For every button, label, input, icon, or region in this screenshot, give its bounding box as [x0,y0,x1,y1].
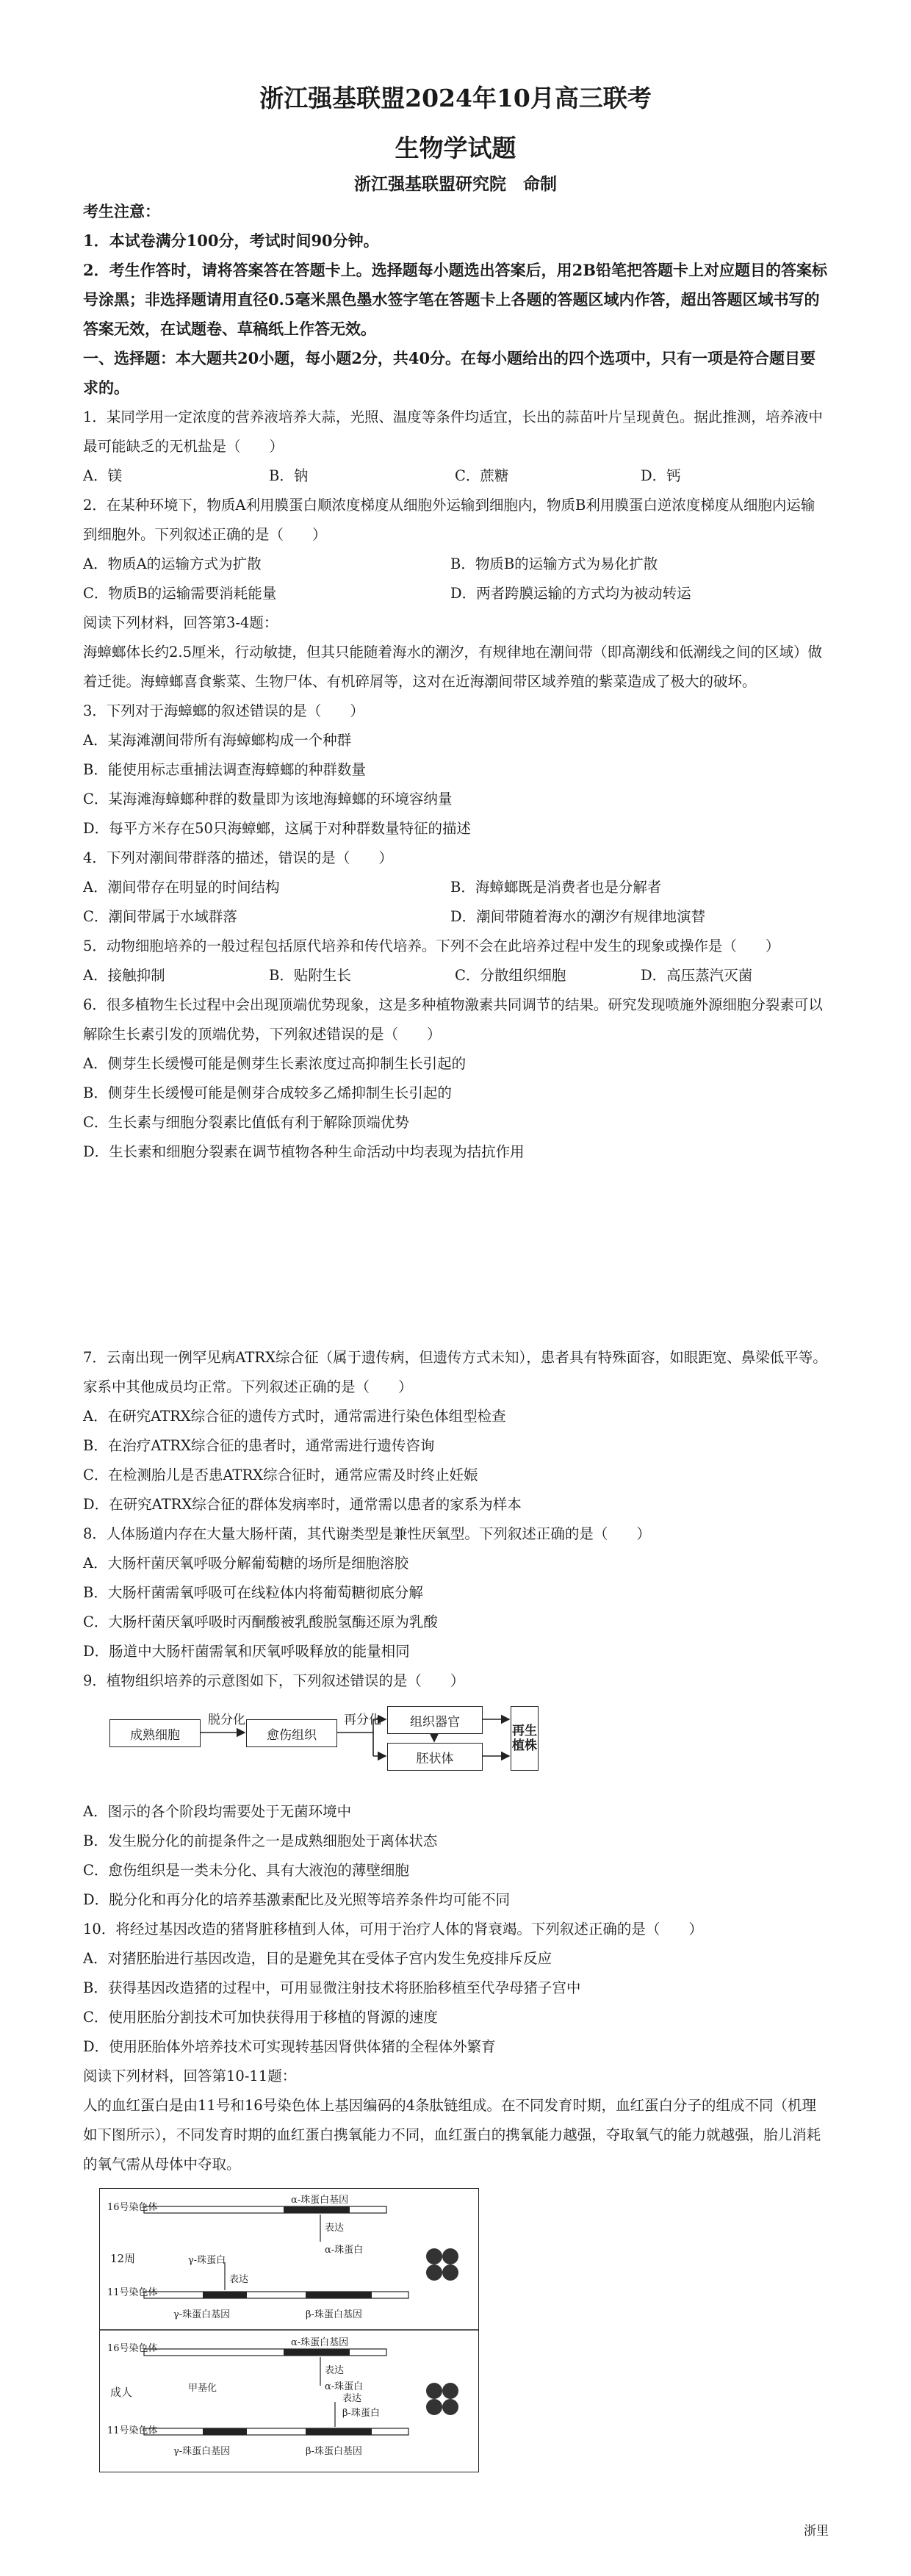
option: C．蔗糖 [455,467,509,484]
option: A．某海滩潮间带所有海蟑螂构成一个种群 [83,732,352,749]
options-row [83,579,829,608]
reading-text: 海蟑螂体长约2.5厘米，行动敏捷，但其只能随着海水的潮汐，有规律地在潮间带（即高潮线和低潮线之间的区域）做着迁徙。海蟑螂喜食紫菜、生物尸体、有机碎屑等，这对在近海潮间带区域养殖的紫菜造成了极大的破坏。 [83,644,823,690]
options-row [83,873,829,902]
option: B．贴附生长 [269,967,351,984]
option: C．潮间带属于水域群落 [83,908,237,925]
fig-express: 表达 [342,2393,362,2404]
fig-alpha-gene: α-珠蛋白基因 [291,2337,349,2348]
fig-alpha-gene: α-珠蛋白基因 [291,2195,349,2206]
reading-intro: 阅读下列材料，回答第3-4题： [83,614,278,631]
options-row [83,961,829,990]
embryoid-box: 胚状体 [387,1743,483,1771]
question-stem: 10．将经过基因改造的猪肾脏移植到人体，可用于治疗人体的肾衰竭。下列叙述正确的是（ ） [83,1921,703,1938]
options-row [83,550,829,579]
question-stem: 9．植物组织培养的示意图如下，下列叙述错误的是（ ） [83,1672,465,1689]
fig-express: 表达 [229,2274,249,2285]
option: D．两者跨膜运输的方式均为被动转运 [450,585,691,602]
option: D．高压蒸汽灭菌 [641,967,753,984]
option: C．生长素与细胞分裂素比值低有利于解除顶端优势 [83,1114,409,1131]
option: B．大肠杆菌需氧呼吸可在线粒体内将葡萄糖彻底分解 [83,1584,423,1601]
fig-beta-gene: β-珠蛋白基因 [306,2446,362,2457]
section-top [83,197,829,1167]
option: B．在治疗ATRX综合征的患者时，通常需进行遗传咨询 [83,1437,435,1454]
reading-text: 人的血红蛋白是由11号和16号染色体上基因编码的4条肽链组成。在不同发育时期，血红蛋白分子的组成不同（机理如下图所示），不同发育时期的血红蛋白携氧能力不同，血红蛋白的携氧能力越强，夺取氧气的能力就越强，胎儿消耗的氧气需从母体中夺取。 [83,2097,821,2173]
option: D．脱分化和再分化的培养基激素配比及光照等培养条件均可能不同 [83,1891,511,1908]
mature-cell-box: 成熟细胞 [109,1719,201,1747]
question-stem: 1．某同学用一定浓度的营养液培养大蒜，光照、温度等条件均适宜，长出的蒜苗叶片呈现黄色。据此推测，培养液中最可能缺乏的无机盐是（ ） [83,409,823,455]
option: B．侧芽生长缓慢可能是侧芽合成较多乙烯抑制生长引起的 [83,1084,452,1101]
option: A．在研究ATRX综合征的遗传方式时，通常需进行染色体组型检查 [83,1408,506,1425]
fig-chr11-label: 11号染色体 [107,2425,158,2436]
fig-express: 表达 [325,2223,345,2234]
option: D．肠道中大肠杆菌需氧和厌氧呼吸释放的能量相同 [83,1643,410,1660]
fig-chr16-label: 16号染色体 [107,2202,158,2213]
reading-intro: 阅读下列材料，回答第10-11题： [83,2068,297,2084]
option: A．接触抑制 [83,967,165,984]
option: B．海蟑螂既是消费者也是分解者 [450,879,662,896]
fig-express: 表达 [325,2365,345,2376]
option: D．潮间带随着海水的潮汐有规律地演替 [450,908,706,925]
question-stem: 6．很多植物生长过程中会出现顶端优势现象，这是多种植物激素共同调节的结果。研究发现喷施外源细胞分裂素可以解除生长素引发的顶端优势，下列叙述错误的是（ ） [83,996,823,1043]
organ-box: 组织器官 [387,1706,483,1734]
fig-chr11-label: 11号染色体 [107,2287,158,2298]
notice-item: 2．考生作答时，请将答案答在答题卡上。选择题每小题选出答案后，用2B铅笔把答题卡上对应题目的答案标号涂黑；非选择题请用直径0.5毫米黑色墨水签字笔在答题卡上各题的答题区域内作答，超出答题区域书写的答案无效，在试题卷、草稿纸上作答无效。 [83,261,827,338]
step-redifferentiation: 再分化 [344,1713,381,1727]
option: A．潮间带存在明显的时间结构 [83,879,280,896]
exam-author: 浙江强基联盟研究院 命制 [354,174,557,194]
question-stem: 3．下列对于海蟑螂的叙述错误的是（ ） [83,702,364,719]
section-middle [83,1343,829,1696]
tissue-culture-diagram [83,1706,597,1787]
section-heading: 一、选择题：本大题共20小题，每小题2分，共40分。在每小题给出的四个选项中，只有一项是符合题目要求的。 [83,349,816,397]
option: A．镁 [83,467,123,484]
option: B．钠 [269,467,309,484]
section-bottom [83,1797,829,2179]
fig-gamma-gene: γ-珠蛋白基因 [173,2446,231,2457]
fig-alpha-protein: α-珠蛋白 [325,2381,364,2392]
hemoglobin-figure [99,2188,479,2472]
option: A．物质A的运输方式为扩散 [83,555,262,572]
question-stem: 8．人体肠道内存在大量大肠杆菌，其代谢类型是兼性厌氧型。下列叙述正确的是（ ） [83,1525,651,1542]
option: A．侧芽生长缓慢可能是侧芽生长素浓度过高抑制生长引起的 [83,1055,467,1072]
step-dedifferentiation: 脱分化 [208,1713,245,1727]
fig-chr16-label: 16号染色体 [107,2343,158,2354]
exam-title: 浙江强基联盟2024年10月高三联考 [259,84,652,112]
fig-adult: 成人 [110,2386,133,2399]
callus-box: 愈伤组织 [246,1719,337,1747]
option: B．获得基因改造猪的过程中，可用显微注射技术将胚胎移植至代孕母猪子宫中 [83,1979,581,1996]
notice-item: 1．本试卷满分100分，考试时间90分钟。 [83,231,379,250]
option: D．生长素和细胞分裂素在调节植物各种生命活动中均表现为拮抗作用 [83,1143,525,1160]
option: C．愈伤组织是一类未分化、具有大液泡的薄壁细胞 [83,1862,409,1879]
option: D．在研究ATRX综合征的群体发病率时，通常需以患者的家系为样本 [83,1496,522,1513]
fig-beta-protein: β-珠蛋白 [342,2408,380,2419]
option: C．大肠杆菌厌氧呼吸时丙酮酸被乳酸脱氢酶还原为乳酸 [83,1613,438,1630]
option: D．使用胚胎体外培养技术可实现转基因肾供体猪的全程体外繁育 [83,2038,496,2055]
fig-gamma-protein: γ-珠蛋白 [188,2255,226,2266]
option: C．在检测胎儿是否患ATRX综合征时，通常应需及时终止妊娠 [83,1467,478,1483]
question-stem: 4．下列对潮间带群落的描述，错误的是（ ） [83,849,393,866]
options-row [83,461,829,491]
option: D．每平方米存在50只海蟑螂，这属于对种群数量特征的描述 [83,820,471,837]
fig-gamma-gene: γ-珠蛋白基因 [173,2309,231,2320]
exam-subject: 生物学试题 [395,134,516,162]
option: A．大肠杆菌厌氧呼吸分解葡萄糖的场所是细胞溶胶 [83,1555,409,1572]
option: A．图示的各个阶段均需要处于无菌环境中 [83,1803,352,1820]
question-stem: 7．云南出现一例罕见病ATRX综合征（属于遗传病，但遗传方式未知），患者具有特殊面容，如眼距宽、鼻梁低平等。家系中其他成员均正常。下列叙述正确的是（ ） [83,1349,827,1395]
option: C．物质B的运输需要消耗能量 [83,585,277,602]
option: A．对猪胚胎进行基因改造，目的是避免其在受体子宫内发生免疫排斥反应 [83,1950,552,1967]
option: B．物质B的运输方式为易化扩散 [450,555,658,572]
option: B．发生脱分化的前提条件之一是成熟细胞处于离体状态 [83,1832,438,1849]
option: D．钙 [641,467,681,484]
options-row [83,902,829,932]
option: C．分散组织细胞 [455,967,566,984]
fig-alpha-protein: α-珠蛋白 [325,2245,364,2256]
option: B．能使用标志重捕法调查海蟑螂的种群数量 [83,761,366,778]
option: C．使用胚胎分割技术可加快获得用于移植的肾源的速度 [83,2009,438,2026]
notice-heading: 考生注意： [83,202,160,220]
diagram-arrows [83,1706,597,1787]
question-stem: 2．在某种环境下，物质A利用膜蛋白顺浓度梯度从细胞外运输到细胞内，物质B利用膜蛋白逆浓度梯度从细胞内运输到细胞外。下列叙述正确的是（ ） [83,497,815,543]
question-stem: 5．动物细胞培养的一般过程包括原代培养和传代培养。下列不会在此培养过程中发生的现象或操作是（ ） [83,938,780,954]
fig-methylation: 甲基化 [188,2383,217,2394]
fig-week12: 12周 [110,2252,136,2265]
option: C．某海滩海蟑螂种群的数量即为该地海蟑螂的环境容纳量 [83,791,453,807]
fig-beta-gene: β-珠蛋白基因 [306,2309,362,2320]
plant-box: 再生植株 [511,1706,539,1771]
page-footer: 浙里 [804,2524,829,2539]
